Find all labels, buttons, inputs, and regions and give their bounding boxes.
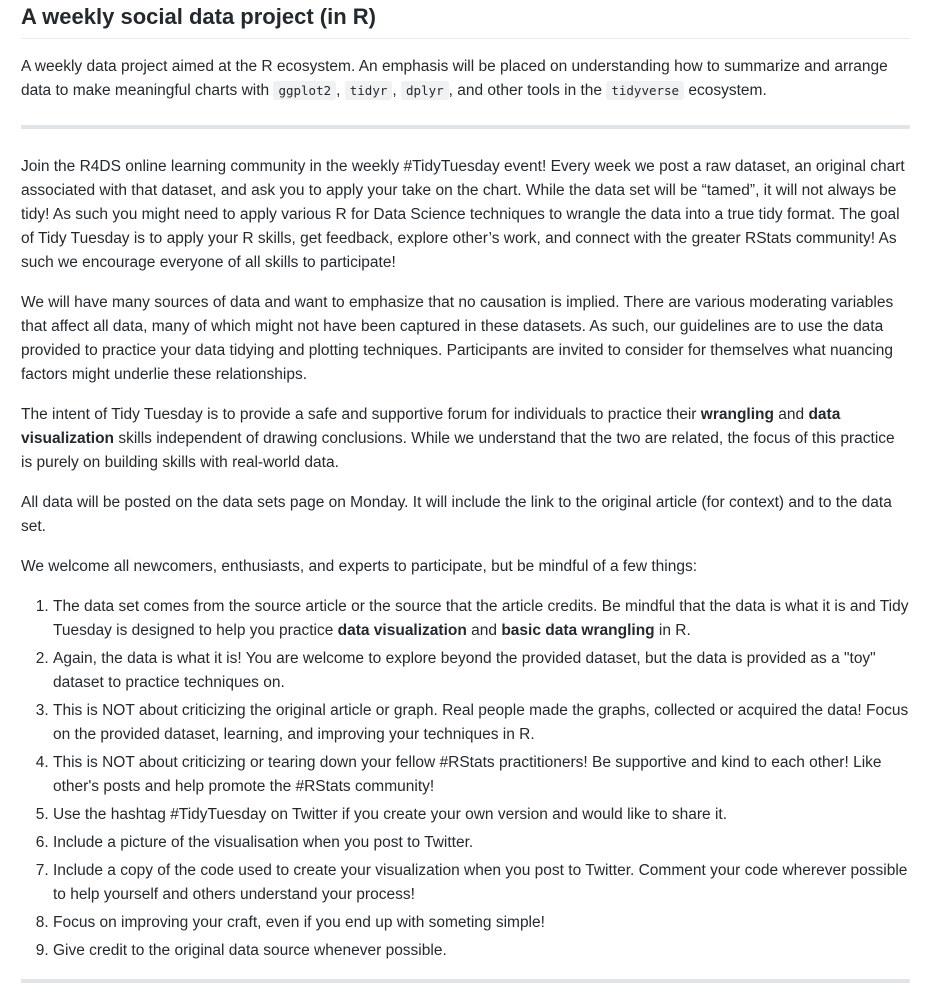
code-dplyr: dplyr [401, 81, 449, 100]
code-ggplot2: ggplot2 [273, 81, 336, 100]
paragraph-welcome: We welcome all newcomers, enthusiasts, and experts to participate, but be mindful of a few things: [21, 558, 698, 575]
list-item: 9. Give credit to the original data source whenever possible. [53, 939, 910, 963]
intro-text: , and other tools in the [448, 82, 607, 99]
intro-separator: , [392, 82, 402, 99]
list-item: 3. This is NOT about criticizing the original article or graph. Real people made the graphs, collected or acquired the data! Focus on the provided dataset, learning, and improving your techniques in R. [53, 699, 910, 747]
intro-text: ecosystem. [684, 82, 767, 99]
list-item: 8. Focus on improving your craft, even if you end up with someting simple! [53, 911, 910, 935]
intent-bold-visualization: data visualization [21, 406, 841, 447]
section-divider [21, 979, 910, 983]
intent-text: skills independent of drawing conclusions. While we understand that the two are related, the focus of this practice is purely on building skills with real-world data. [21, 430, 895, 471]
intent-text: The intent of Tidy Tuesday is to provide a safe and supportive forum for individuals to practice their [21, 406, 701, 423]
paragraph-intent [21, 403, 910, 475]
list-item-bold: data visualization [337, 622, 467, 639]
list-item-text: and [466, 622, 502, 639]
page-title: A weekly social data project (in R) [21, 0, 910, 39]
paragraph-join: Join the R4DS online learning community in the weekly #TidyTuesday event! Every week we post a raw dataset, an original chart associated with that dataset, and ask you to apply your take on the chart. While the data set will be “tamed”, it will not always be tidy! As such you might need to apply various R for Data Science techniques to wrangle the data into a true tidy format. The goal of Tidy Tuesday is to apply your R skills, get feedback, explore other’s work, and connect with the greater RStats community! As such we encourage everyone of all skills to participate! [21, 158, 905, 271]
list-item-bold: basic data wrangling [501, 622, 655, 639]
code-tidyverse: tidyverse [606, 81, 684, 100]
paragraph-sources: We will have many sources of data and want to emphasize that no causation is implied. There are various moderating variables that affect all data, many of which might not have been captured in these datasets. As such, our guidelines are to use the data provided to practice your data tidying and plotting techniques. Participants are invited to consider for themselves what nuancing factors might underlie these relationships. [21, 294, 894, 383]
code-tidyr: tidyr [345, 81, 393, 100]
list-item: 5. Use the hashtag #TidyTuesday on Twitter if you create your own version and would like to share it. [53, 803, 910, 827]
list-item: 7. Include a copy of the code used to create your visualization when you post to Twitter. Comment your code wherever possible to help yourself and others understand your process! [53, 859, 910, 907]
list-item: 6. Include a picture of the visualisation when you post to Twitter. [53, 831, 910, 855]
paragraph-data-posting: All data will be posted on the data sets page on Monday. It will include the link to the original article (for context) and to the data set. [21, 494, 892, 535]
intro-text: A weekly data project aimed at the R ecosystem. An emphasis will be placed on understanding how to summarize and arrange data to make meaningful charts with [21, 58, 888, 99]
list-item-text: The data set comes from the source article or the source that the article credits. Be mindful that the data is what it is and Tidy Tuesday is designed to help you practice [53, 598, 909, 639]
list-item: 2. Again, the data is what it is! You are welcome to explore beyond the provided dataset, but the data is provided as a "toy" dataset to practice techniques on. [53, 647, 910, 695]
list-item-text: in R. [654, 622, 691, 639]
list-item [53, 595, 910, 643]
guidelines-list [21, 595, 910, 963]
intent-bold-wrangling: wrangling [700, 406, 774, 423]
intent-text: and [773, 406, 809, 423]
section-divider [21, 125, 910, 129]
intro-separator: , [336, 82, 345, 99]
intro-paragraph [21, 55, 910, 103]
list-item: 4. This is NOT about criticizing or tearing down your fellow #RStats practitioners! Be supportive and kind to each other! Like other's posts and help promote the #RStats community! [53, 751, 910, 799]
